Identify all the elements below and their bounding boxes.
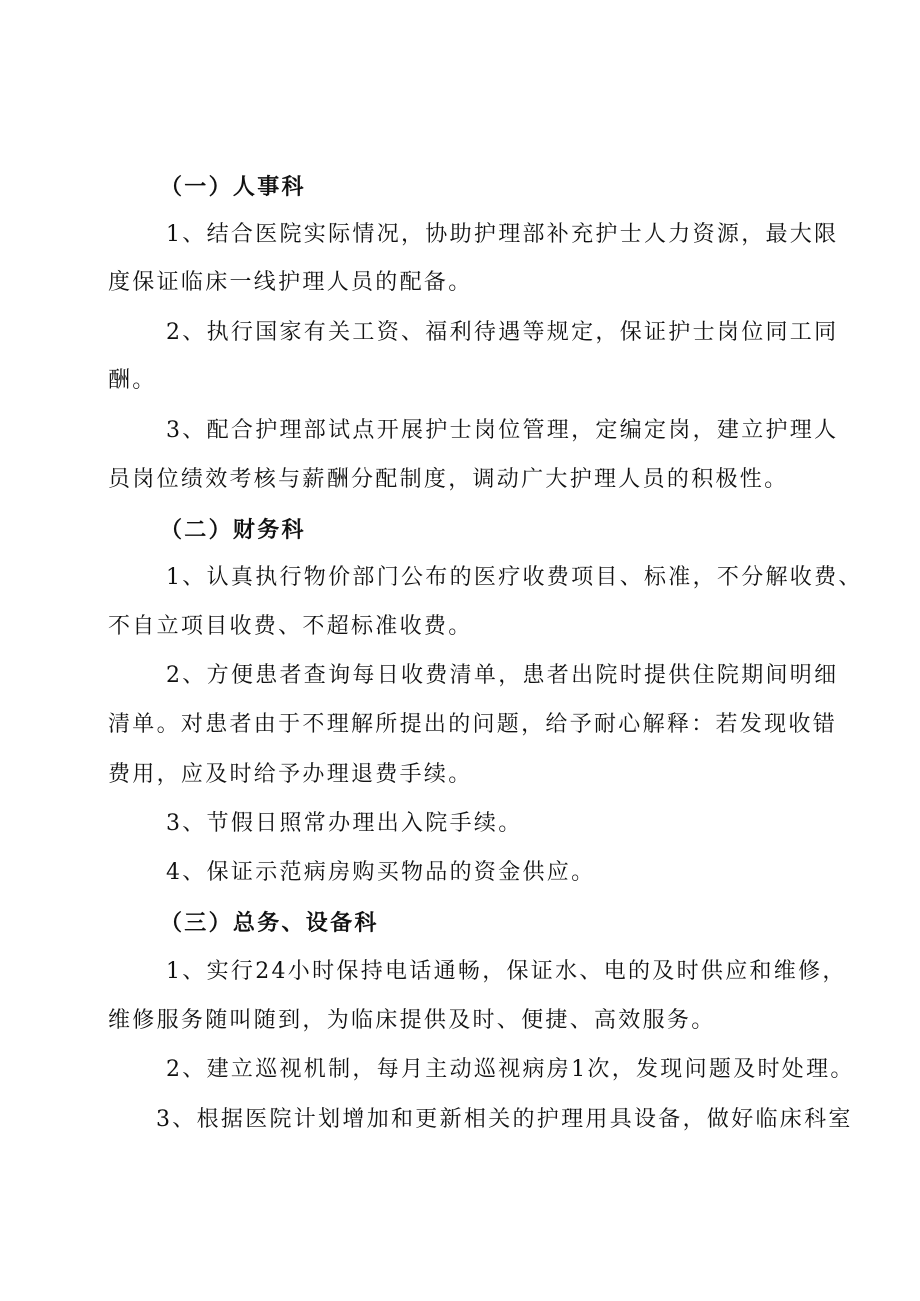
paragraph-line: 1、实行24小时保持电话通畅，保证水、电的及时供应和维修，	[166, 959, 847, 984]
paragraph-line: 酬。	[108, 368, 157, 393]
paragraph-line: 清单。对患者由于不理解所提出的问题，给予耐心解释：若发现收错	[108, 712, 838, 737]
section-heading: （一）人事科	[160, 174, 306, 200]
paragraph-line: 员岗位绩效考核与薪酬分配制度，调动广大护理人员的积极性。	[108, 467, 789, 492]
paragraph-line: 2、建立巡视机制，每月主动巡视病房1次，发现问题及时处理。	[166, 1057, 855, 1082]
paragraph-line: 度保证临床一线护理人员的配备。	[108, 270, 473, 295]
section-heading: （三）总务、设备科	[160, 910, 379, 936]
section-heading: （二）财务科	[160, 517, 306, 543]
paragraph-line: 3、节假日照常办理出入院手续。	[166, 811, 523, 836]
paragraph-line: 3、根据医院计划增加和更新相关的护理用具设备，做好临床科室	[156, 1107, 853, 1132]
paragraph-line: 维修服务随叫随到，为临床提供及时、便捷、高效服务。	[108, 1008, 716, 1033]
paragraph-line: 4、保证示范病房购买物品的资金供应。	[166, 860, 596, 885]
paragraph-line: 不自立项目收费、不超标准收费。	[108, 614, 473, 639]
paragraph-line: 费用，应及时给予办理退费手续。	[108, 762, 473, 787]
paragraph-line: 2、执行国家有关工资、福利待遇等规定，保证护士岗位同工同	[166, 320, 839, 345]
paragraph-line: 1、认真执行物价部门公布的医疗收费项目、标准，不分解收费、	[166, 565, 863, 590]
paragraph-line: 1、结合医院实际情况，协助护理部补充护士人力资源，最大限	[166, 222, 839, 247]
paragraph-line: 2、方便患者查询每日收费清单，患者出院时提供住院期间明细	[166, 663, 839, 688]
paragraph-line: 3、配合护理部试点开展护士岗位管理，定编定岗，建立护理人	[166, 418, 839, 443]
